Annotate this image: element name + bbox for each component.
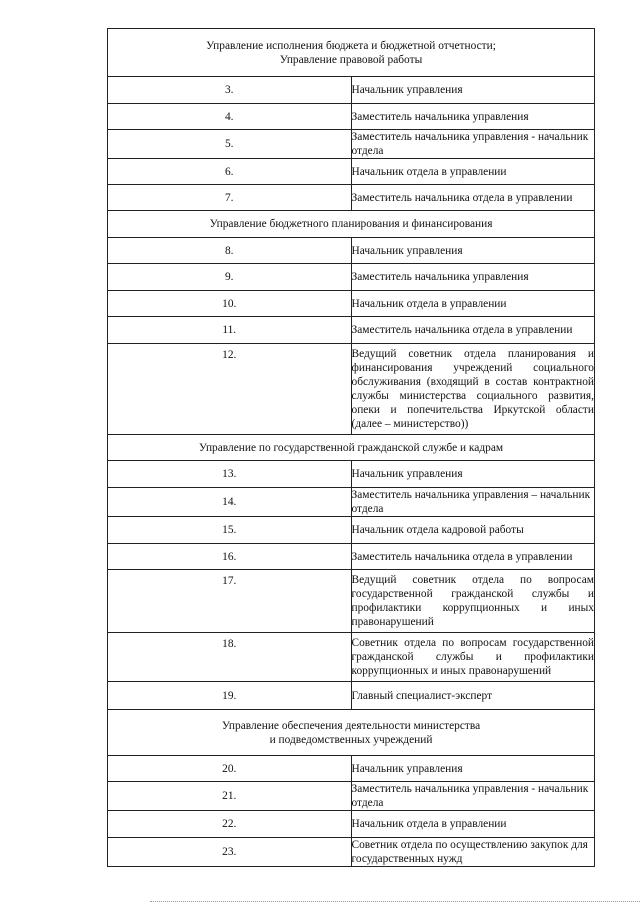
positions-table (107, 28, 595, 867)
row-number: 12. (108, 344, 352, 435)
table-row (108, 317, 595, 344)
row-number: 4. (108, 104, 352, 130)
table-row (108, 291, 595, 317)
row-number: 17. (108, 570, 352, 633)
table-row (108, 159, 595, 185)
table-row (108, 811, 595, 838)
position-title: Главный специалист-эксперт (351, 682, 595, 710)
section-row (108, 29, 595, 77)
section-heading (108, 211, 595, 238)
table-row (108, 104, 595, 130)
section-row (108, 211, 595, 238)
row-number: 3. (108, 77, 352, 104)
position-title: Заместитель начальника управления - начальник отдела (351, 130, 595, 159)
table-row (108, 782, 595, 811)
section-heading-line: Управление по государственной гражданской службе и кадрам (198, 441, 504, 454)
section-row (108, 710, 595, 756)
table-row (108, 682, 595, 710)
section-row (108, 435, 595, 461)
table-row (108, 264, 595, 291)
table-row (108, 633, 595, 682)
table-row (108, 570, 595, 633)
position-title: Заместитель начальника управления - начальник отдела (351, 782, 595, 811)
section-heading (108, 435, 595, 461)
row-number: 18. (108, 633, 352, 682)
section-heading (108, 710, 595, 756)
position-title: Начальник управления (351, 238, 595, 264)
table-row (108, 838, 595, 867)
table-row (108, 517, 595, 544)
position-title: Заместитель начальника отдела в управлении (351, 544, 595, 570)
table-row (108, 130, 595, 159)
row-number: 21. (108, 782, 352, 811)
table-row (108, 461, 595, 488)
position-title: Начальник управления (351, 756, 595, 782)
table-row (108, 756, 595, 782)
position-title: Заместитель начальника управления – начальник отдела (351, 488, 595, 517)
position-title: Заместитель начальника отдела в управлении (351, 185, 595, 211)
position-title: Советник отдела по осуществлению закупок для государственных нужд (351, 838, 595, 867)
section-heading-line: Управление обеспечения деятельности министерства (221, 719, 481, 732)
table-row (108, 238, 595, 264)
section-heading-line: Управление исполнения бюджета и бюджетной отчетности; (206, 39, 496, 52)
section-heading-line: Управление правовой работы (279, 53, 423, 66)
position-title: Начальник отдела в управлении (351, 811, 595, 838)
position-title: Заместитель начальника управления (351, 104, 595, 130)
row-number: 23. (108, 838, 352, 867)
table-row (108, 488, 595, 517)
row-number: 15. (108, 517, 352, 544)
position-title: Заместитель начальника отдела в управлении (351, 317, 595, 344)
scan-edge-divider (150, 901, 640, 902)
row-number: 20. (108, 756, 352, 782)
row-number: 19. (108, 682, 352, 710)
table-row (108, 344, 595, 435)
row-number: 8. (108, 238, 352, 264)
position-title: Начальник отдела в управлении (351, 159, 595, 185)
table-row (108, 185, 595, 211)
row-number: 16. (108, 544, 352, 570)
position-title: Начальник управления (351, 461, 595, 488)
position-title: Заместитель начальника управления (351, 264, 595, 291)
row-number: 5. (108, 130, 352, 159)
position-title: Ведущий советник отдела по вопросам государственной гражданской службы и профилактики коррупционных и иных правонарушений (351, 570, 595, 633)
position-title: Ведущий советник отдела планирования и финансирования учреждений социального обслуживания (входящий в состав контрактной службы министерства социального развития, опеки и попечительства Иркутской области (далее – министерство)) (351, 344, 595, 435)
row-number: 14. (108, 488, 352, 517)
section-heading-line: и подведомственных учреждений (269, 733, 433, 746)
position-title: Советник отдела по вопросам государственной гражданской службы и профилактики коррупционных и иных правонарушений (351, 633, 595, 682)
row-number: 10. (108, 291, 352, 317)
section-heading-line: Управление бюджетного планирования и финансирования (209, 218, 493, 230)
row-number: 6. (108, 159, 352, 185)
position-title: Начальник отдела в управлении (351, 291, 595, 317)
row-number: 11. (108, 317, 352, 344)
row-number: 9. (108, 264, 352, 291)
table-row (108, 77, 595, 104)
position-title: Начальник управления (351, 77, 595, 104)
table-row (108, 544, 595, 570)
row-number: 13. (108, 461, 352, 488)
section-heading (108, 29, 595, 77)
position-title: Начальник отдела кадровой работы (351, 517, 595, 544)
row-number: 22. (108, 811, 352, 838)
row-number: 7. (108, 185, 352, 211)
